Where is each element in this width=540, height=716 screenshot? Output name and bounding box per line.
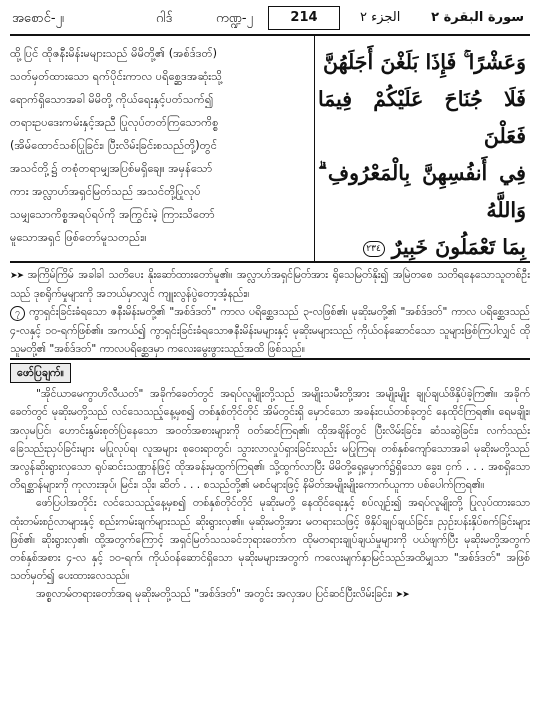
section-label: ဂါဒ် (156, 11, 173, 26)
divider (10, 358, 530, 360)
ayah-number-marker: ٢٣٤ (363, 241, 385, 257)
translation-line: ရောက်ရှိသောအခါ မိမိတို့ ကိုယ်ရေးနှင့်ပတ်သက်၍ (10, 93, 214, 106)
arabic-line (318, 229, 526, 266)
footnote-paragraph (10, 303, 530, 358)
arrow-icon: ➤➤ (10, 271, 24, 281)
page (10, 4, 530, 702)
arabic-line: وَعَشْرًا ۚ فَإِذَا بَلَغْنَ أَجَلَهُنَّ (322, 50, 526, 74)
note-text: အကြိမ်ကြိမ် အခါခါ သတိပေး နိုးဆော်ထားတော်မူ၏။ အလ္လာဟ်အရှင်မြတ်အား ရိုသေမြတ်နိုး၍ အမြဲတစေ သတိရနေသောသူတစ်ဦးသည် ဒုစရိုက်မှုများကို အဘယ်မှာလျှင် ကျူးလွန်ပွဲတော့အံ့နည်း။ (10, 269, 530, 301)
translation-line: ကား အလ္လာဟ်အရှင်မြတ်သည် အသင်တို့ပြုလုပ် (10, 185, 201, 198)
footnote-text: ကွာရှင်းခြင်းခံရသော ဇနီးမိန်းမတို့၏ "အစ်ဒ်ဒတ်" ကာလ ပရိစ္ဆေဒသည် ၃-လဖြစ်၏၊ မုဆိုးမတို့၏ "အစ်ဒ်ဒတ်" ကာလ ပရိစ္ဆေဒသည် ၄-လနှင့် ၁၀-ရက်ဖြစ်၏။ အကယ်၍ ကွာရှင်းခြင်းခံရသောဇနီးမိန်းမများနှင့် မုဆိုးမများသည် ကိုယ်ဝန်ဆောင်သော သူများဖြစ်ကြပါလျှင် ထိုသူမတို့၏ "အစ်ဒ်ဒတ်" ကာလပရိစ္ဆေဒမှာ ကလေးမွေးဖွားသည်အထိ ဖြစ်သည်။ (10, 306, 530, 355)
body-paragraph: "အိုင်ယာမေကွာဟိလီယတ်" အခိုက်ခေတ်တွင် အရပ်လူမျိုးတို့သည် အမျိုးသမီးတို့အား အမျိုးမျိုး ချုပ်ချယ်ဖိနှိပ်ခဲ့ကြ၏။ အခိုက်ခေတ်တွင် မုဆိုးမတို့သည် လင်သေသည့်နေ့မှစ၍ တစ်နှစ်တိုင်တိုင် အိမ်တွင်းရှိ မှောင်သော အခန်းငယ်တစ်ခုတွင် နေထိုင်ကြရ၏။ ရေမချိုး၊ အလှမပြင်၊ ဟောင်းနွမ်းစုတ်ပြဲနေသော အဝတ်အစားများကို ဝတ်ဆင်ကြရ၏၊ ထိုအချိန်တွင် ပြီးလိမ်းခြင်း၊ ဆံသဆွဲခြင်း၊ လက်သည်း ခြေသည်းညှပ်ခြင်းများ မပြုလုပ်ရ၊ လူအများ စုဝေးရာတွင်၊ သွားလာလှုပ်ရှားခြင်းလည်း မပြုကြရ၊ တစ်နှစ်ကျော်သောအခါ မုဆိုးမတို့သည် အလွန်ဆိုးရွားလှသော ရုပ်ဆင်းသဏ္ဌာန်ဖြင့် ထိုအခန်းမှထွက်ကြရ၏၊ သို့ထွက်လာပြီး မိမိတို့ရှေ့မှောက်၌ရှိသော ခွေး၊ ငှက် . . . အစရှိသော တိရစ္ဆာန်များကို ကုလားအုပ်၊ မြင်း၊ သိုး၊ ဆိတ် . . . စသည်တို့၏ မစင်များဖြင့် နိမိတ်အမျိုးမျိုးကောက်ယူကာ ပစ်ပေါက်ကြရ၏။ (10, 388, 530, 492)
translation-line: မူသောအရှင် ဖြစ်တော်မူသတည်း။ (10, 231, 147, 244)
body-text: အစ္စလာမ်တရားတော်အရ မုဆိုးမတို့သည် "အစ်ဒ်ဒတ်" အတွင်း အလှအပ ပြင်ဆင်ပြီးလိမ်းခြင်း၊ (36, 588, 393, 601)
verse-translation (10, 42, 310, 249)
section-heading: ဖော်ပြချက်။ (10, 363, 71, 383)
translation-line: ထို့ပြင် ထိုဇနီးမိန်းမများသည် မိမိတို့၏ (အစ်ဒ်ဒတ်) (10, 47, 218, 60)
surah-title: سورة البقرة ٢ (431, 10, 524, 25)
arabic-verse (318, 44, 526, 266)
body-paragraph: ဖော်ပြပါအတိုင်း လင်သေသည့်နေ့မှစ၍ တစ်နှစ်တိုင်တိုင် မုဆိုးမတို့ နေထိုင်ရေးနှင့် စပ်လျဉ်း၍ အရပ်လူမျိုးတို့ ပြုလုပ်ထားသော ထုံးတမ်းစဉ်လာများနှင့် စည်းကမ်းချက်များသည် ဆိုးရွားလှ၏။ မုဆိုးမတို့အား မတရားသဖြင့် ဖိနှိပ်ချုပ်ချယ်ခြင်း၊ ညှဉ်းပန်းနှိပ်စက်ခြင်းများဖြစ်၏၊ ဆိုးရွားလှ၏၊ ထို့အတွက်ကြောင့် အရှင်မြတ်သသခင်ဘုရားတော်က ထိုမတရားချုပ်ချယ်မှုများကို ပယ်ဖျက်ပြီး မုဆိုးမတို့အတွက် တစ်နှစ်အစား ၄-လ နှင့် ၁၀-ရက်၊ ကိုယ်ဝန်ဆောင်ရှိသော မုဆိုးမများအတွက် ကလေးမျက်နှာမြင်သည်အထိမျှသာ "အစ်ဒ်ဒတ်" အဖြစ် သတ်မှတ်၍ ပေးထားလေသည်။ (10, 497, 530, 583)
arabic-line: فَلَا جُنَاحَ عَلَيْكُمْ فِيمَا فَعَلْنَ (318, 87, 526, 148)
arabic-line-text: بِمَا تَعْمَلُونَ خَبِيرٌ (391, 235, 526, 259)
translation-line: တရားဥပဒေးကမ်းနှင့်အညီ ပြုလုပ်တတ်ကြသောကိစ္စ (10, 116, 219, 129)
translation-line: သတ်မှတ်ထားသော ရက်ပိုင်းကာလ ပရိစ္ဆေဒအဆုံးသို့ (10, 70, 223, 83)
footnote-number: ၇ (10, 306, 25, 321)
translation-line: အသင်တို့၌ တစုံတရာမျှအပြစ်မရှိချေ။ အမှန်သော် (10, 162, 213, 175)
part-label: ကဏ္ဍ-၂ (216, 11, 253, 26)
commentary (10, 266, 530, 605)
translation-line: (အိမ်ထောင်သစ်ပြုခြင်း၊ ပြီးလိမ်းခြင်းစသည်တို့)တွင် (10, 139, 217, 152)
translation-line: သမျှသောကိစ္စအရပ်ရပ်ကို အကြွင်းမဲ့ ကြားသိတော် (10, 208, 215, 221)
arrow-icon: ➤➤ (395, 590, 409, 601)
page-header (10, 4, 530, 36)
column-divider (314, 36, 315, 261)
note-paragraph (10, 266, 530, 303)
arabic-line: فِي أَنفُسِهِنَّ بِالْمَعْرُوفِ ۗ وَاللَّهُ (318, 161, 526, 222)
body-paragraph (10, 585, 530, 604)
page-number: 214 (268, 6, 340, 30)
juz-label: الجزء ٢ (360, 10, 401, 25)
volume-label: အစောင်-၂၊ (12, 11, 64, 26)
verse-block (10, 36, 530, 263)
